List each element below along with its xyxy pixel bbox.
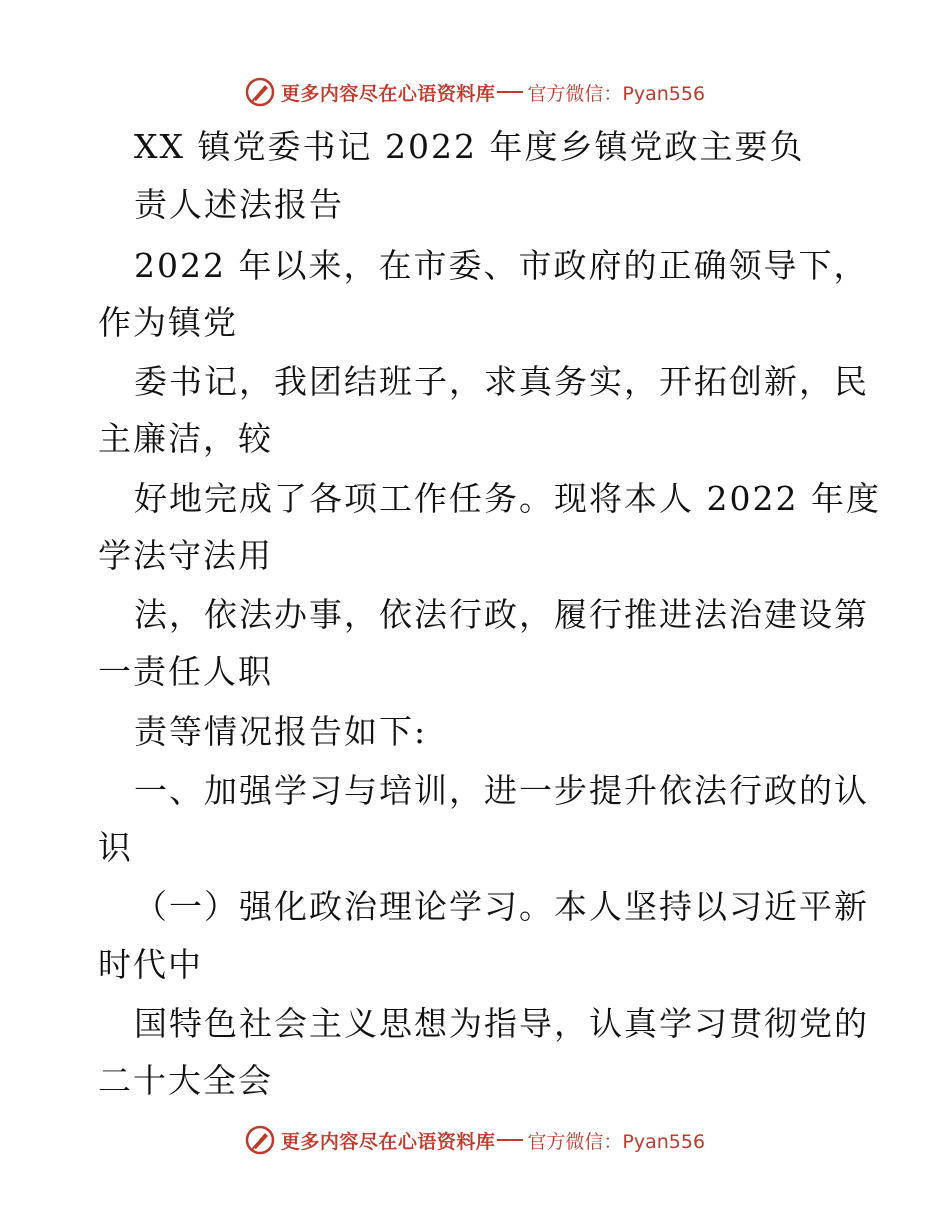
paragraph-line: 学法守法用	[98, 536, 273, 575]
title-line-1: XX 镇党委书记 2022 年度乡镇党政主要负	[134, 127, 805, 166]
header-banner	[0, 72, 950, 112]
quill-logo-icon	[245, 1125, 275, 1155]
paragraph-line: 2022 年以来，在市委、市政府的正确领导下，	[134, 246, 869, 285]
quill-logo-icon	[245, 77, 275, 107]
section-heading-line: 一、加强学习与培训，进一步提升依法行政的认	[134, 771, 869, 810]
paragraph-line: 法，依法办事，依法行政，履行推进法治建设第	[134, 595, 869, 634]
header-banner-text: 更多内容尽在心语资料库	[280, 82, 496, 105]
paragraph-line: 主廉洁，较	[98, 419, 273, 458]
paragraph-line: 时代中	[98, 945, 203, 984]
paragraph-line: 好地完成了各项工作任务。现将本人 2022 年度	[134, 479, 881, 518]
header-banner-wechat: 官方微信：Pyan556	[527, 82, 706, 105]
paragraph-line: （一）强化政治理论学习。本人坚持以习近平新	[134, 887, 869, 926]
footer-banner-wechat: 官方微信：Pyan556	[527, 1130, 706, 1153]
paragraph-line: 二十大全会	[98, 1061, 273, 1100]
paragraph-line: 国特色社会主义思想为指导，认真学习贯彻党的	[134, 1004, 869, 1043]
paragraph-line: 一责任人职	[98, 652, 273, 691]
paragraph-line: 责等情况报告如下:	[134, 712, 428, 751]
footer-banner-dash	[497, 1139, 523, 1141]
paragraph-line: 作为镇党	[98, 303, 238, 342]
footer-banner-text: 更多内容尽在心语资料库	[280, 1130, 496, 1153]
title-line-2: 责人述法报告	[134, 185, 344, 224]
section-heading-line: 识	[98, 828, 133, 867]
footer-banner	[0, 1120, 950, 1160]
header-banner-dash	[497, 91, 523, 93]
paragraph-line: 委书记，我团结班子，求真务实，开拓创新，民	[134, 362, 869, 401]
